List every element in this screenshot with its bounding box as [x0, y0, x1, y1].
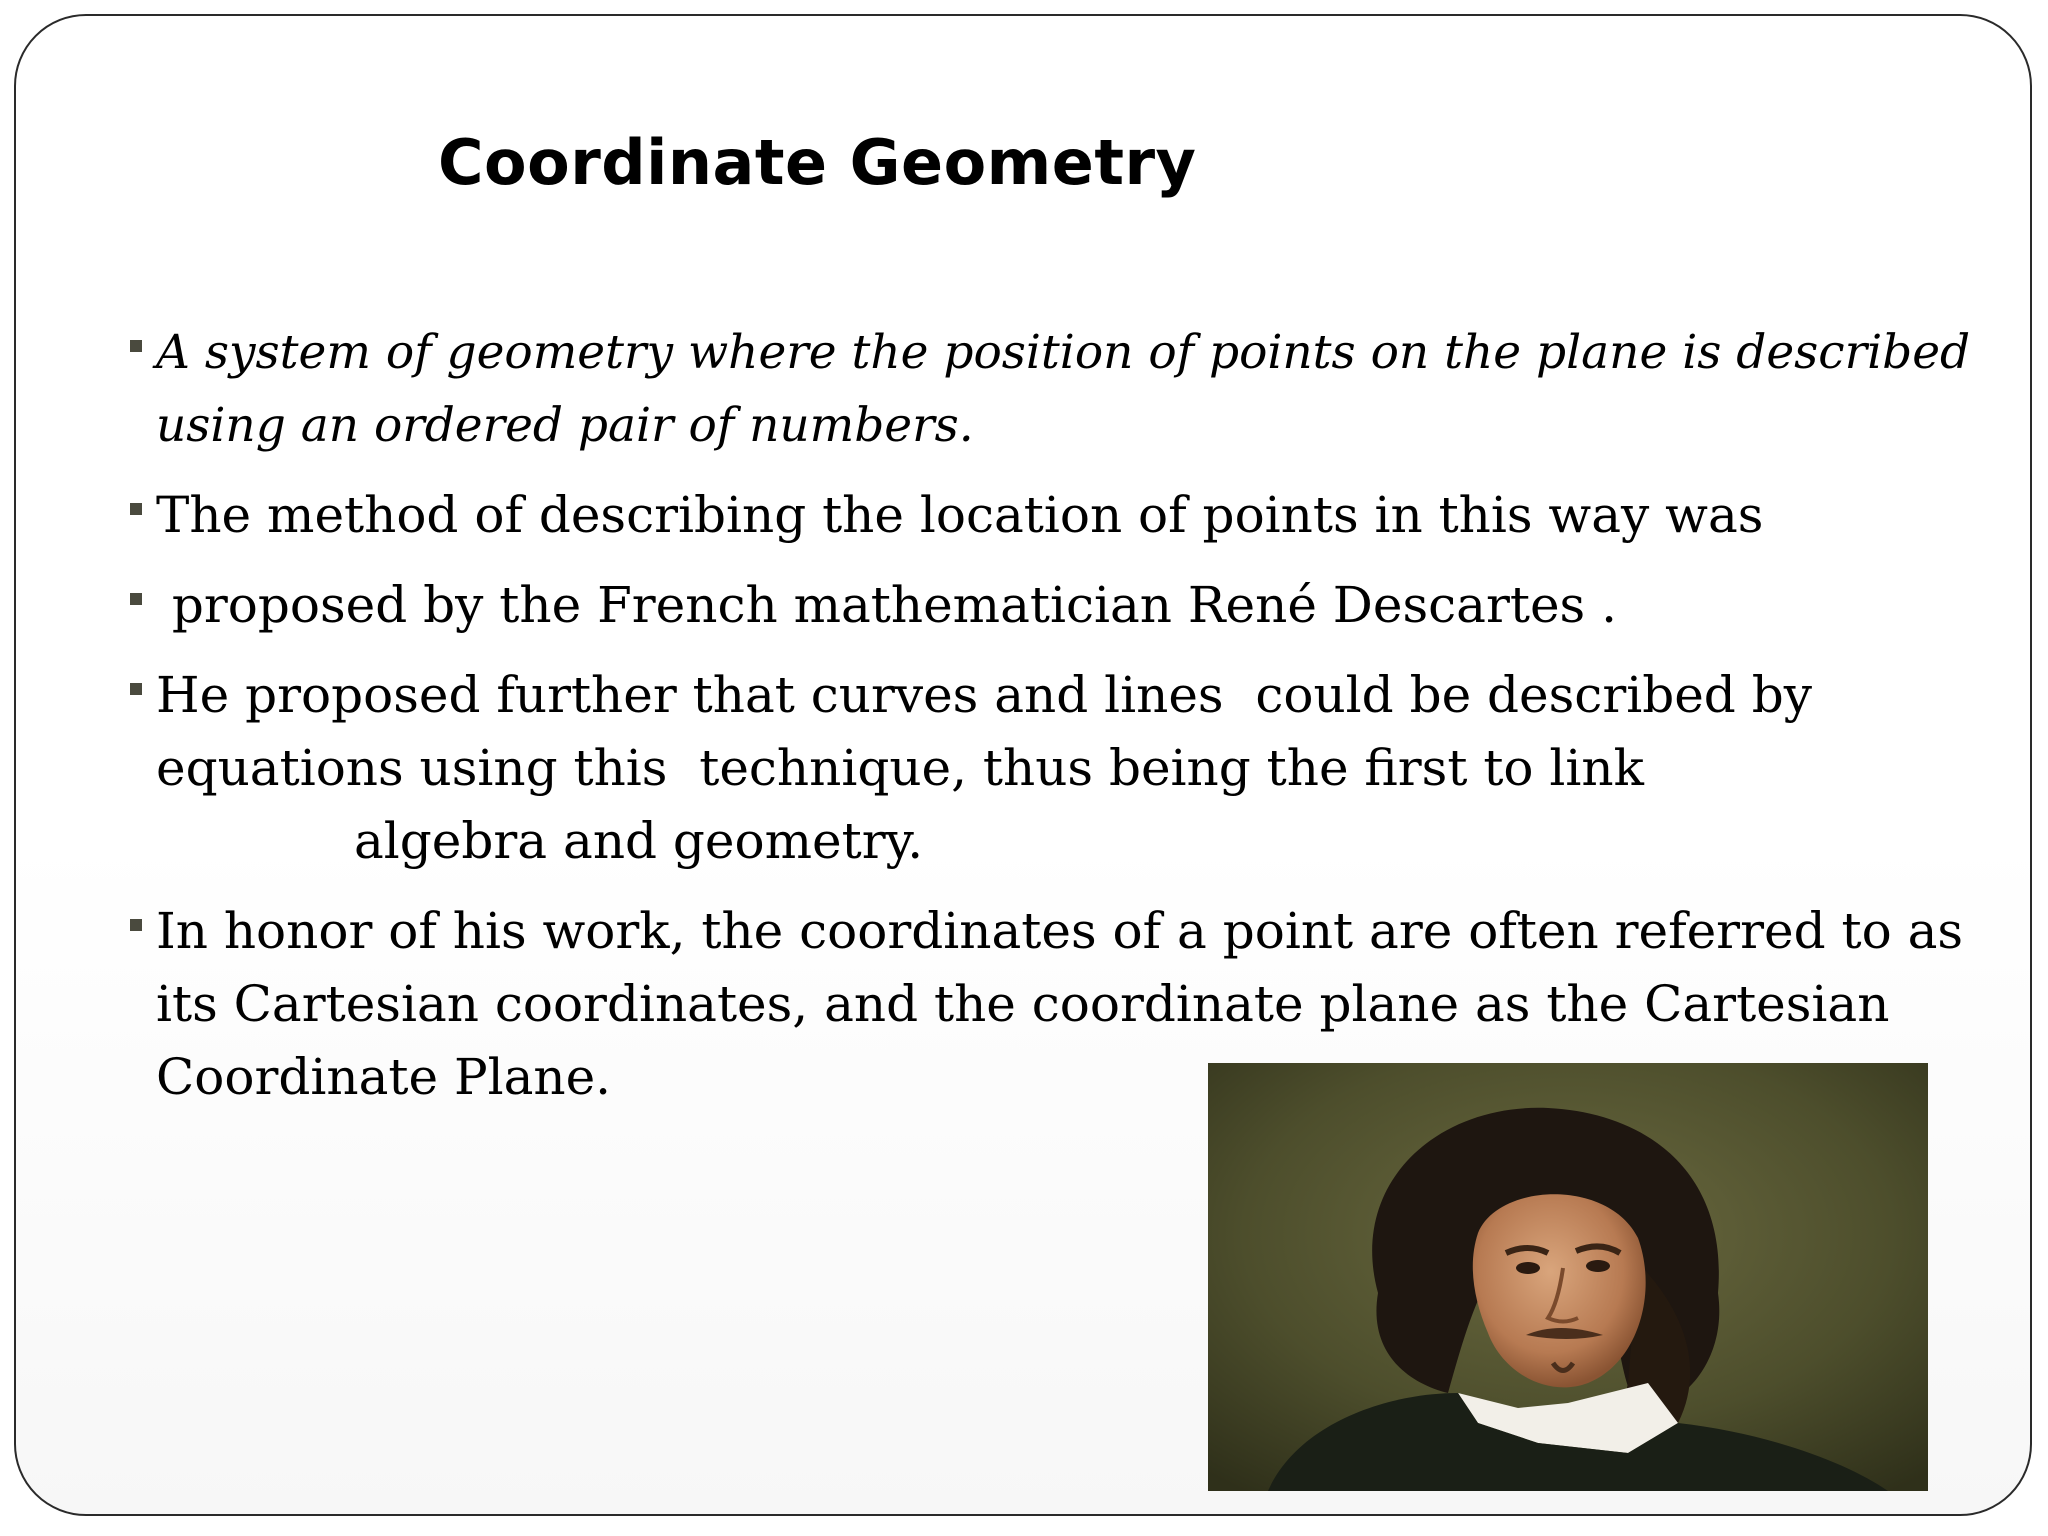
bullet-marker-icon: [130, 593, 142, 605]
bullet-line: using an ordered pair of numbers.: [156, 398, 974, 453]
bullet-marker-icon: [130, 919, 142, 931]
bullet-item: [112, 659, 1972, 878]
bullet-list: [112, 316, 1972, 1131]
bullet-item: [112, 569, 1972, 642]
bullet-marker-icon: [130, 503, 142, 515]
bullet-line: In honor of his work, the coordinates of a point are often referred to as: [156, 902, 1964, 960]
bullet-line: algebra and geometry.: [354, 812, 924, 870]
bullet-line: The method of describing the location of points in this way was: [156, 486, 1764, 544]
bullet-line: its Cartesian coordinates, and the coordinate plane as the Cartesian: [156, 975, 1890, 1033]
slide-title: Coordinate Geometry: [438, 126, 1197, 199]
bullet-line: Coordinate Plane.: [156, 1048, 612, 1106]
bullet-line: A system of geometry where the position of points on the plane is described: [156, 325, 1971, 380]
bullet-item: [112, 316, 1972, 462]
slide: [14, 14, 2032, 1516]
bullet-line: equations using this technique, thus being the first to link: [156, 739, 1644, 797]
bullet-line: He proposed further that curves and lines could be described by: [156, 666, 1812, 724]
bullet-marker-icon: [130, 683, 142, 695]
bullet-marker-icon: [130, 340, 142, 352]
descartes-portrait-icon: [1208, 1063, 1928, 1491]
bullet-line: proposed by the French mathematician René Descartes .: [156, 576, 1617, 634]
bullet-item: [112, 479, 1972, 552]
